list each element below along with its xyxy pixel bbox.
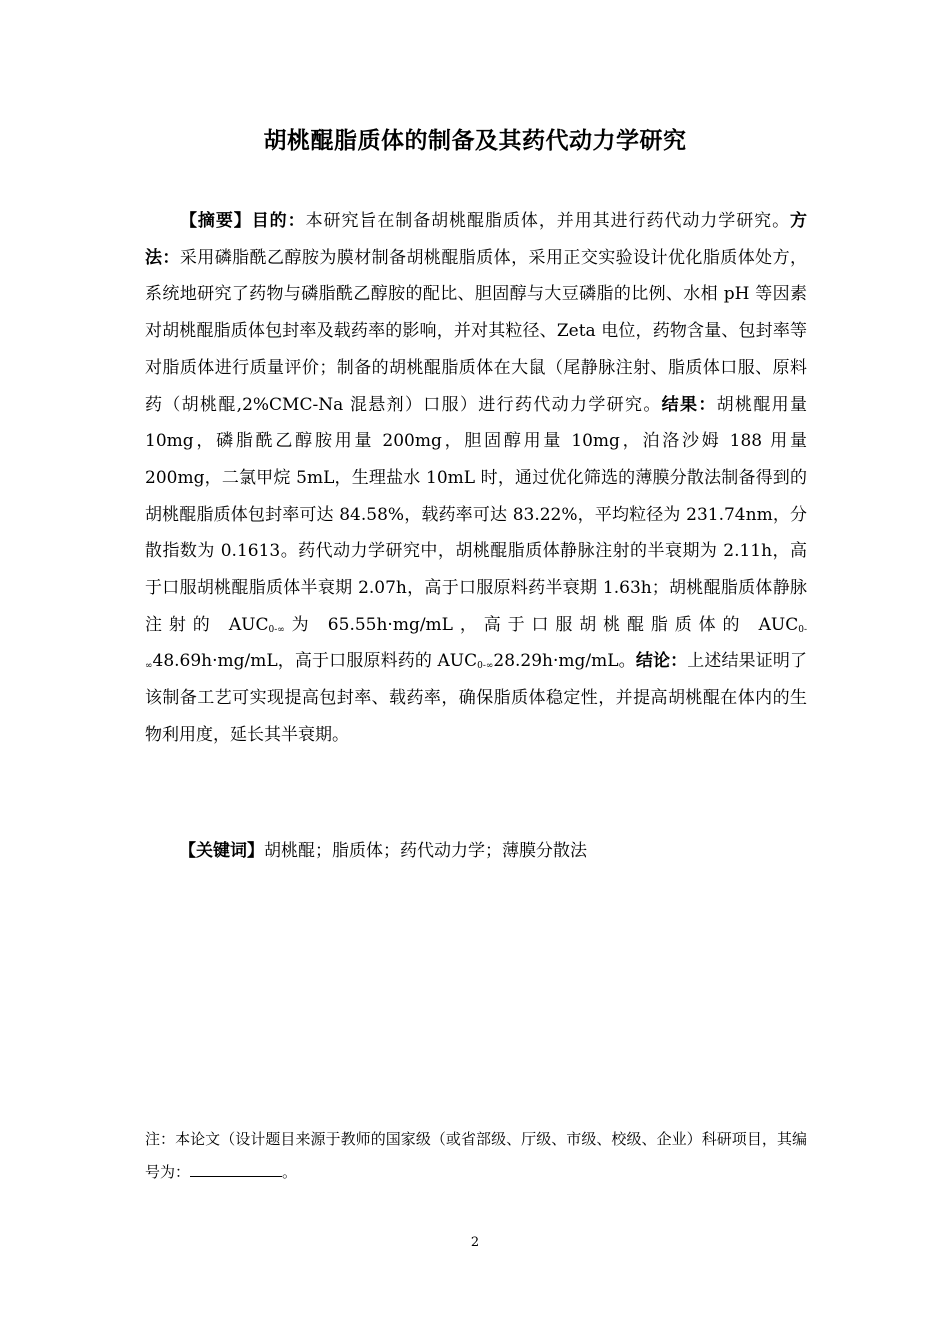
keywords-text: 胡桃醌；脂质体；药代动力学；薄膜分散法 [264,841,587,861]
abstract-paragraph [145,203,807,754]
results-text-1: 胡桃醌用量 10mg，磷脂酰乙醇胺用量 200mg，胆固醇用量 10mg，泊洛沙姆 188 用量 200mg，二氯甲烷 5mL，生理盐水 10mL 时，通过优化筛选的薄膜分散法制备得到的胡桃醌脂质体包封率可达 84.58%，载药率可达 83.22%，平均粒径为 231.74nm，分散指数为 0.1613。药代动力学研究中，胡桃醌脂质体静脉注射的半衰期为 2.11h，高于口服胡桃醌脂质体半衰期 2.07h，高于口服原料药半衰期 1.63h；胡桃醌脂质体静脉注射的 AUC [145,394,808,635]
paper-title: 胡桃醌脂质体的制备及其药代动力学研究 [263,128,687,154]
footnote-text: 注：本论文（设计题目来源于教师的国家级（或省部级、厅级、市级、校级、企业）科研项目，其编号为： [145,1130,807,1181]
conclusion-text: 上述结果证明了该制备工艺可实现提高包封率、载药率，确保脂质体稳定性，并提高胡桃醌在体内的生物利用度，延长其半衰期。 [145,651,808,745]
footnote-end: 。 [282,1163,298,1181]
results-label: 结果： [661,394,717,415]
abstract-heading: 【摘要】 [179,211,252,231]
keywords-label: 【关键词】 [179,841,264,861]
results-text-3: 48.69h·mg/mL，高于口服原料药的 AUC [152,651,478,672]
page-number: 2 [470,1235,480,1250]
methods-label: 方法： [145,211,808,268]
results-text-2: 为 65.55h·mg/mL，高于口服胡桃醌脂质体的 AUC [284,614,799,635]
objective-text: 本研究旨在制备胡桃醌脂质体，并用其进行药代动力学研究。 [305,211,791,231]
auc-subscript-2: 0-∞ [145,624,808,672]
project-number-blank [190,1162,282,1177]
conclusion-label: 结论： [635,651,688,672]
methods-text: 采用磷脂酰乙醇胺为膜材制备胡桃醌脂质体，采用正交实验设计优化脂质体处方，系统地研究了药物与磷脂酰乙醇胺的配比、胆固醇与大豆磷脂的比例、水相 pH 等因素对胡桃醌脂质体包封率及载药率的影响，并对其粒径、Zeta 电位，药物含量、包封率等对脂质体进行质量评价；制备的胡桃醌脂质体在大鼠（尾静脉注射、脂质体口服、原料药（胡桃醌,2%CMC-Na 混悬剂）口服）进行药代动力学研究。 [145,247,808,415]
results-text-4: 28.29h·mg/mL。 [493,651,636,672]
objective-label: 目的： [251,211,306,231]
footnote [145,1123,807,1189]
auc-subscript-1: 0-∞ [268,624,285,635]
keywords-paragraph [145,833,807,869]
auc-subscript-3: 0-∞ [477,661,494,672]
